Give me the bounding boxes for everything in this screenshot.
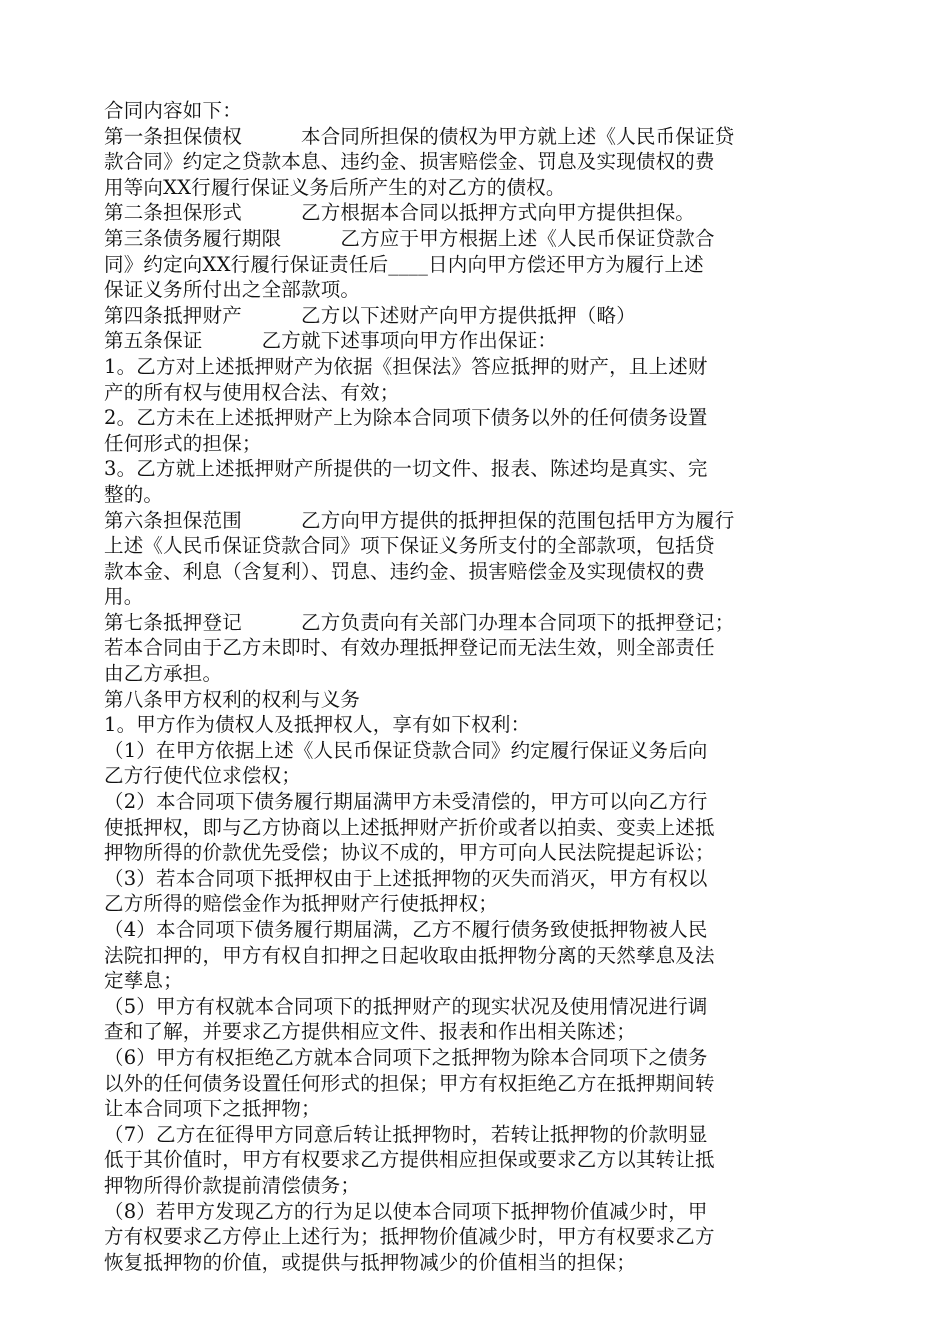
text-line: 方有权要求乙方停止上述行为；抵押物价值减少时，甲方有权要求乙方 [104,1225,715,1249]
text-line: （4）本合同项下债务履行期届满，乙方不履行债务致使抵押物被人民 [104,918,708,941]
text-line: 任何形式的担保； [104,431,262,455]
text-line: 第三条债务履行期限 乙方应于甲方根据上述《人民币保证贷款合 [104,226,715,250]
text-line: 定孳息； [104,969,183,993]
document-body [104,98,850,1275]
text-line: （8）若甲方发现乙方的行为足以使本合同项下抵押物价值减少时，甲 [104,1199,708,1223]
text-line: 由乙方承担。 [104,662,223,686]
text-line: 第八条甲方权利的权利与义务 [104,687,361,711]
text-line: 整的。 [104,482,164,506]
text-line: 恢复抵押物的价值，或提供与抵押物减少的价值相当的担保； [104,1250,636,1274]
text-line: （5）甲方有权就本合同项下的抵押财产的现实状况及使用情况进行调 [104,994,708,1018]
text-line: 第一条担保债权 本合同所担保的债权为甲方就上述《人民币保证贷 [104,124,735,148]
text-line: 1。甲方作为债权人及抵押权人，享有如下权利： [104,713,531,737]
text-line: 3。乙方就上述抵押财产所提供的一切文件、报表、陈述均是真实、完 [104,457,708,481]
text-line: 第七条抵押登记 乙方负责向有关部门办理本合同项下的抵押登记； [104,610,735,634]
text-line: （2）本合同项下债务履行期届满甲方未受清偿的，甲方可以向乙方行 [104,790,708,814]
text-line: 用。 [104,585,144,609]
text-line: 若本合同由于乙方未即时、有效办理抵押登记而无法生效，则全部责任 [104,636,715,660]
text-line: 乙方所得的赔偿金作为抵押财产行使抵押权； [104,892,499,916]
text-line: 上述《人民币保证贷款合同》项下保证义务所支付的全部款项，包括贷 [104,534,715,558]
text-line: 同》约定向XX行履行保证责任后____日内向甲方偿还甲方为履行上述 [104,252,704,276]
text-line: 查和了解，并要求乙方提供相应文件、报表和作出相关陈述； [104,1020,636,1044]
text-line: （7）乙方在征得甲方同意后转让抵押物时，若转让抵押物的价款明显 [104,1122,708,1146]
text-line: 款本金、利息（含复利）、罚息、违约金、损害赔偿金及实现债权的费 [104,559,705,583]
text-line: 让本合同项下之抵押物； [104,1097,321,1121]
text-line: 第五条保证 乙方就下述事项向甲方作出保证： [104,329,558,353]
text-line: 保证义务所付出之全部款项。 [104,278,361,302]
text-line: 以外的任何债务设置任何形式的担保；甲方有权拒绝乙方在抵押期间转 [104,1071,715,1095]
text-line: 第二条担保形式 乙方根据本合同以抵押方式向甲方提供担保。 [104,201,696,225]
text-line: 法院扣押的，甲方有权自扣押之日起收取由抵押物分离的天然孳息及法 [104,943,715,967]
text-line: 使抵押权，即与乙方协商以上述抵押财产折价或者以拍卖、变卖上述抵 [104,815,715,839]
text-line: 第四条抵押财产 乙方以下述财产向甲方提供抵押（略） [104,303,636,327]
text-line: 合同内容如下： [104,99,242,122]
text-line: 款合同》约定之贷款本息、违约金、损害赔偿金、罚息及实现债权的费 [104,150,715,174]
text-line: 用等向XX行履行保证义务后所产生的对乙方的债权。 [104,175,566,199]
text-line: 乙方行使代位求偿权； [104,764,302,788]
text-line: 第六条担保范围 乙方向甲方提供的抵押担保的范围包括甲方为履行 [104,508,735,532]
text-line: 2。乙方未在上述抵押财产上为除本合同项下债务以外的任何债务设置 [104,406,708,430]
text-line: 低于其价值时，甲方有权要求乙方提供相应担保或要求乙方以其转让抵 [104,1148,715,1172]
text-line: 押物所得价款提前清偿债务； [104,1173,361,1197]
text-line: （1）在甲方依据上述《人民币保证贷款合同》约定履行保证义务后向 [104,738,708,762]
text-line: 1。乙方对上述抵押财产为依据《担保法》答应抵押的财产，且上述财 [104,354,708,378]
text-line: 产的所有权与使用权合法、有效； [104,380,400,404]
text-line: （3）若本合同项下抵押权由于上述抵押物的灭失而消灭，甲方有权以 [104,866,708,890]
text-line: 押物所得的价款优先受偿；协议不成的，甲方可向人民法院提起诉讼； [104,841,715,865]
text-line: （6）甲方有权拒绝乙方就本合同项下之抵押物为除本合同项下之债务 [104,1045,708,1069]
